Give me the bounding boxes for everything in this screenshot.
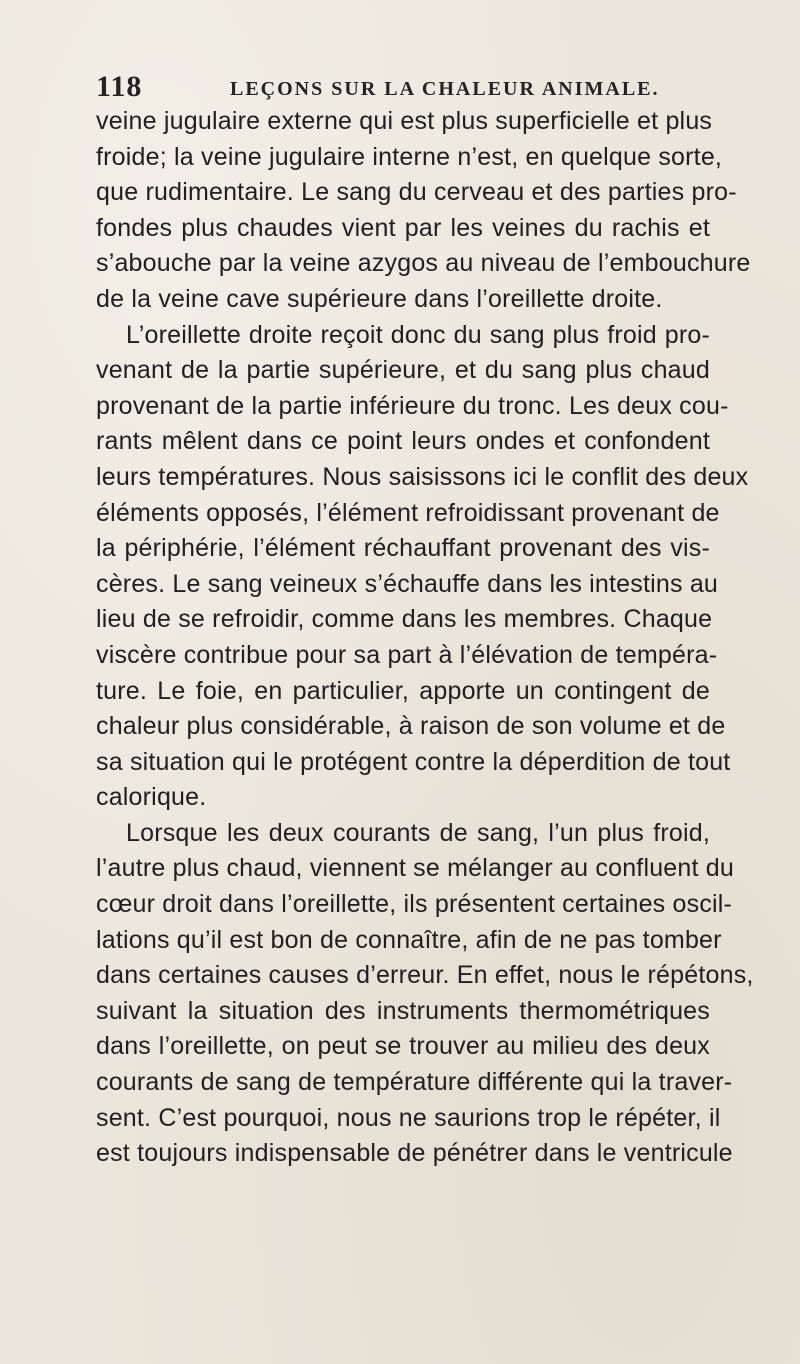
text-line: leurs températures. Nous saisissons ici le conflit des deux	[96, 462, 749, 491]
page-number: 118	[96, 70, 143, 103]
text-line: cœur droit dans l’oreillette, ils présentent certaines oscil-	[96, 890, 733, 919]
text-line: sa situation qui le protégent contre la déperdition de tout	[96, 747, 731, 776]
text-line: de la veine cave supérieure dans l’oreillette droite.	[96, 284, 663, 313]
text-line: l’autre plus chaud, viennent se mélanger au confluent du	[96, 854, 735, 883]
text-line: viscère contribue pour sa part à l’élévation de tempéra-	[96, 640, 718, 669]
text-line: sent. C’est pourquoi, nous ne saurions trop le répéter, il	[96, 1103, 721, 1132]
running-head: LEÇONS SUR LA CHALEUR ANIMALE.	[230, 78, 660, 100]
text-line: calorique.	[96, 783, 207, 812]
page-header	[96, 70, 706, 106]
text-line: rants mêlent dans ce point leurs ondes et confondent	[96, 427, 710, 456]
text-line: que rudimentaire. Le sang du cerveau et des parties pro-	[96, 178, 737, 207]
text-line: est toujours indispensable de pénétrer dans le ventricule	[96, 1139, 733, 1168]
text-line: la périphérie, l’élément réchauffant provenant des vis-	[96, 534, 710, 563]
text-line: L’oreillette droite reçoit donc du sang plus froid pro-	[126, 320, 710, 349]
text-line: dans certaines causes d’erreur. En effet, nous le répétons,	[96, 961, 754, 990]
text-line: dans l’oreillette, on peut se trouver au milieu des deux	[96, 1032, 710, 1061]
text-line: suivant la situation des instruments thermométriques	[96, 996, 710, 1025]
body-text	[96, 104, 754, 1172]
text-line: éléments opposés, l’élément refroidissant provenant de	[96, 498, 720, 527]
text-line: froide; la veine jugulaire interne n’est, en quelque sorte,	[96, 142, 723, 171]
text-line: chaleur plus considérable, à raison de son volume et de	[96, 712, 726, 741]
text-line: courants de sang de température différente qui la traver-	[96, 1068, 733, 1097]
text-line: ture. Le foie, en particulier, apporte un contingent de	[96, 676, 710, 705]
text-line: cères. Le sang veineux s’échauffe dans les intestins au	[96, 569, 719, 598]
text-line: lieu de se refroidir, comme dans les membres. Chaque	[96, 605, 713, 634]
text-line: veine jugulaire externe qui est plus superficielle et plus	[96, 107, 713, 135]
text-line: provenant de la partie inférieure du tronc. Les deux cou-	[96, 391, 729, 420]
text-line: fondes plus chaudes vient par les veines du rachis et	[96, 213, 710, 242]
text-line: s’abouche par la veine azygos au niveau de l’embouchure	[96, 249, 751, 278]
text-line: lations qu’il est bon de connaître, afin de ne pas tomber	[96, 925, 722, 954]
text-line: venant de la partie supérieure, et du sang plus chaud	[96, 356, 710, 385]
text-line: Lorsque les deux courants de sang, l’un plus froid,	[126, 818, 710, 847]
